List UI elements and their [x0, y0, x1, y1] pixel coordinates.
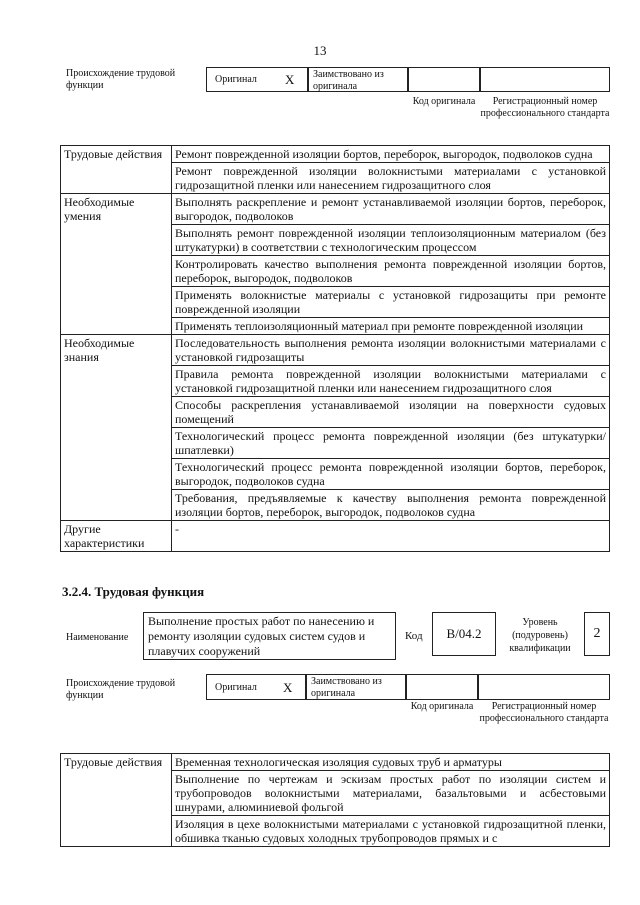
code-label: Код — [405, 630, 423, 642]
section-title: 3.2.4. Трудовая функция — [62, 584, 205, 599]
row-header: Необходимые умения — [61, 194, 172, 335]
row-item: Выполнять ремонт поврежденной изоляции теплоизоляционным материалом (без штукатурки) в соответствии с технологическим процессом — [172, 225, 610, 256]
original-label-2: Оригинал — [215, 682, 257, 693]
row-header: Необходимые знания — [61, 335, 172, 521]
page-number: 13 — [313, 43, 327, 58]
level-label: Уровень (подуровень) квалификации — [509, 617, 571, 654]
origin-label-2: Происхождение трудовой функции — [66, 678, 176, 701]
row-item: Выполнять раскрепление и ремонт устанавливаемой изоляции бортов, переборок, выгородок, подволоков — [172, 194, 610, 225]
original-label: Оригинал — [215, 74, 257, 85]
table-row — [61, 146, 610, 163]
reg-number-label: Регистрационный номер профессионального стандарта — [480, 96, 610, 119]
table-row — [61, 194, 610, 225]
row-item: Временная технологическая изоляция судовых труб и арматуры — [172, 754, 610, 771]
table-row — [61, 754, 610, 771]
borrowed-cell: Заимствовано из оригинала — [308, 67, 408, 92]
code-original-cell — [408, 67, 480, 92]
row-item: Ремонт поврежденной изоляции волокнистыми материалами с установкой гидрозащитной пленки или нанесением гидрозащитного слоя — [172, 163, 610, 194]
row-header: Трудовые действия — [61, 754, 172, 847]
code-original-cell-2 — [406, 674, 478, 700]
name-label: Наименование — [66, 632, 129, 643]
level-value: 2 — [584, 612, 610, 656]
row-header: Трудовые действия — [61, 146, 172, 194]
row-item: Технологический процесс ремонта поврежденной изоляции бортов, переборок, выгородок, подволоков судна — [172, 459, 610, 490]
reg-number-cell — [480, 67, 610, 92]
original-cell-2 — [206, 674, 306, 700]
row-item: - — [172, 521, 610, 552]
row-item: Изоляция в цехе волокнистыми материалами с установкой гидрозащитной пленки, обшивка тканью судовых холодных трубопроводов прямых и с — [172, 816, 610, 847]
code-original-label-2: Код оригинала — [410, 701, 474, 712]
reg-number-cell-2 — [478, 674, 610, 700]
original-mark: X — [285, 72, 295, 87]
row-item: Способы раскрепления устанавливаемой изоляции на поверхности судовых помещений — [172, 397, 610, 428]
row-item: Ремонт поврежденной изоляции бортов, переборок, выгородок, подволоков судна — [172, 146, 610, 163]
labor-function-table-2 — [60, 753, 610, 847]
row-item: Применять теплоизоляционный материал при ремонте поврежденной изоляции — [172, 318, 610, 335]
row-item: Правила ремонта поврежденной изоляции волокнистыми материалами с установкой гидрозащитной пленки или нанесением гидрозащитного слоя — [172, 366, 610, 397]
table-row — [61, 335, 610, 366]
original-mark-2: X — [283, 680, 293, 695]
row-header: Другие характеристики — [61, 521, 172, 552]
borrowed-cell-2: Заимствовано из оригинала — [306, 674, 406, 700]
code-original-label: Код оригинала — [412, 96, 476, 107]
row-item: Контролировать качество выполнения ремонта поврежденной изоляции бортов, переборок, выгородок, подволоков — [172, 256, 610, 287]
row-item: Последовательность выполнения ремонта изоляции волокнистыми материалами с установкой гидрозащиты — [172, 335, 610, 366]
row-item: Технологический процесс ремонта поврежденной изоляции (без штукатурки/шпатлевки) — [172, 428, 610, 459]
reg-number-label-2: Регистрационный номер профессионального стандарта — [479, 701, 609, 724]
row-item: Применять волокнистые материалы с установкой гидрозащиты при ремонте поврежденной изоляции — [172, 287, 610, 318]
row-item: Требования, предъявляемые к качеству выполнения ремонта поврежденной изоляции бортов, переборок, выгородок, подволоков судна — [172, 490, 610, 521]
code-value: B/04.2 — [432, 612, 496, 656]
labor-function-table-1 — [60, 145, 610, 552]
name-value: Выполнение простых работ по нанесению и ремонту изоляции судовых систем судов и плавучих сооружений — [143, 612, 396, 660]
original-cell — [206, 67, 308, 92]
origin-label: Происхождение трудовой функции — [66, 68, 176, 91]
table-row — [61, 521, 610, 552]
row-item: Выполнение по чертежам и эскизам простых работ по изоляции систем и трубопроводов волокнистыми материалами, базальтовыми и асбестовыми шнурами, алюминиевой фольгой — [172, 771, 610, 816]
